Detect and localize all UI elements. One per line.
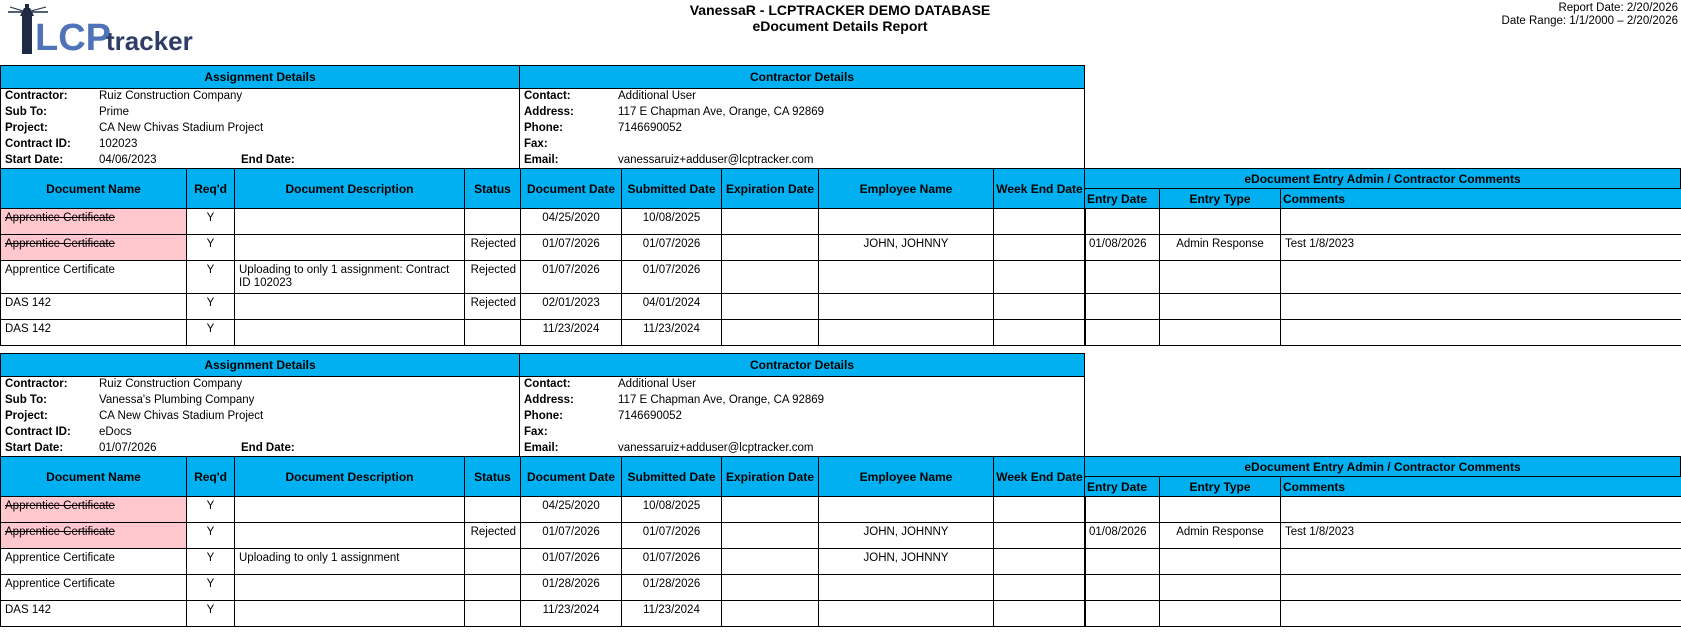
address-value: 117 E Chapman Ave, Orange, CA 92869 <box>618 394 825 406</box>
assignment-details-heading: Assignment Details <box>204 358 316 372</box>
cell-entry-type: Admin Response <box>1160 523 1281 549</box>
cell-exp <box>722 523 819 549</box>
cell-sub-date: 11/23/2024 <box>622 601 722 627</box>
phone-value: 7146690052 <box>618 410 682 422</box>
column-header: Employee Name <box>819 457 994 497</box>
column-header: Document Name <box>1 169 187 209</box>
sub-to-label: Sub To: <box>5 106 47 118</box>
cell-entry-date <box>1085 320 1160 346</box>
cell-status <box>465 601 521 627</box>
contractor-value: Ruiz Construction Company <box>99 378 243 390</box>
cell-entry-date <box>1085 294 1160 320</box>
cell-entry-type <box>1160 601 1281 627</box>
cell-doc: Apprentice Certificate <box>1 209 187 235</box>
date-range: Date Range: 1/1/2000 – 2/20/2026 <box>1501 15 1678 27</box>
cell-exp <box>722 575 819 601</box>
cell-emp: JOHN, JOHNNY <box>819 523 994 549</box>
end-date-label: End Date: <box>241 154 295 166</box>
sub-to-label: Sub To: <box>5 394 47 406</box>
comment-row <box>1085 294 1681 320</box>
cell-doc: Apprentice Certificate <box>1 575 187 601</box>
cell-doc-date: 01/07/2026 <box>521 523 622 549</box>
cell-exp <box>722 601 819 627</box>
column-header: Document Description <box>235 457 465 497</box>
cell-sub-date: 04/01/2024 <box>622 294 722 320</box>
cell-reqd: Y <box>187 523 235 549</box>
cell-sub-date: 01/07/2026 <box>622 523 722 549</box>
project-value: CA New Chivas Stadium Project <box>99 122 264 134</box>
comments-band <box>1084 456 1681 477</box>
table-row <box>1 523 1086 549</box>
cell-desc <box>235 575 465 601</box>
cell-doc-date: 11/23/2024 <box>521 320 622 346</box>
cell-entry-type: Admin Response <box>1160 235 1281 261</box>
cell-entry-date <box>1085 209 1160 235</box>
cell-week <box>994 497 1086 523</box>
cell-comment <box>1281 261 1681 294</box>
cell-entry-date <box>1085 261 1160 294</box>
comment-row <box>1085 261 1681 294</box>
column-header: Week End Date <box>994 169 1086 209</box>
column-header: Employee Name <box>819 169 994 209</box>
cell-doc: Apprentice Certificate <box>1 497 187 523</box>
cell-doc-date: 01/28/2026 <box>521 575 622 601</box>
column-header: Document Description <box>235 169 465 209</box>
cell-reqd: Y <box>187 497 235 523</box>
email-label: Email: <box>524 154 559 166</box>
start-date-label: Start Date: <box>5 442 64 454</box>
comment-row <box>1085 497 1681 523</box>
cell-week <box>994 549 1086 575</box>
cell-comment <box>1281 497 1681 523</box>
comment-column-header: Entry Type <box>1160 477 1281 497</box>
cell-week <box>994 209 1086 235</box>
cell-exp <box>722 209 819 235</box>
cell-sub-date: 01/07/2026 <box>622 549 722 575</box>
cell-entry-date <box>1085 601 1160 627</box>
cell-entry-date <box>1085 575 1160 601</box>
cell-emp <box>819 320 994 346</box>
comment-column-header: Comments <box>1281 477 1681 497</box>
cell-comment: Test 1/8/2023 <box>1281 235 1681 261</box>
cell-emp: JOHN, JOHNNY <box>819 549 994 575</box>
phone-value: 7146690052 <box>618 122 682 134</box>
contractor-value: Ruiz Construction Company <box>99 90 243 102</box>
comments-heading: eDocument Entry Admin / Contractor Comments <box>1244 459 1521 474</box>
column-header: Req'd <box>187 169 235 209</box>
cell-entry-date <box>1085 549 1160 575</box>
cell-exp <box>722 261 819 294</box>
assignment-details-band <box>0 65 520 89</box>
cell-sub-date: 01/07/2026 <box>622 235 722 261</box>
contractor-details-heading: Contractor Details <box>749 70 855 84</box>
comment-row <box>1085 320 1681 346</box>
cell-comment <box>1281 601 1681 627</box>
assignment-details-band <box>0 353 520 377</box>
cell-doc: Apprentice Certificate <box>1 549 187 575</box>
start-date-value: 01/07/2026 <box>99 442 157 454</box>
cell-desc <box>235 497 465 523</box>
comment-row <box>1085 235 1681 261</box>
cell-comment <box>1281 320 1681 346</box>
table-row <box>1 497 1086 523</box>
cell-doc: Apprentice Certificate <box>1 235 187 261</box>
column-header: Document Date <box>521 169 622 209</box>
comments-heading: eDocument Entry Admin / Contractor Comments <box>1244 171 1521 186</box>
cell-reqd: Y <box>187 261 235 294</box>
cell-doc-date: 01/07/2026 <box>521 261 622 294</box>
cell-status <box>465 320 521 346</box>
cell-emp <box>819 575 994 601</box>
cell-comment: Test 1/8/2023 <box>1281 523 1681 549</box>
table-row <box>1 601 1086 627</box>
comment-row <box>1085 575 1681 601</box>
cell-sub-date: 01/28/2026 <box>622 575 722 601</box>
cell-sub-date: 11/23/2024 <box>622 320 722 346</box>
table-row <box>1 235 1086 261</box>
cell-reqd: Y <box>187 209 235 235</box>
cell-status <box>465 497 521 523</box>
logo-tracker-text: tracker <box>106 26 193 56</box>
cell-emp <box>819 294 994 320</box>
contact-label: Contact: <box>524 90 571 102</box>
cell-exp <box>722 235 819 261</box>
cell-desc <box>235 235 465 261</box>
cell-reqd: Y <box>187 320 235 346</box>
contractor-details-heading: Contractor Details <box>749 358 855 372</box>
cell-reqd: Y <box>187 549 235 575</box>
cell-doc: DAS 142 <box>1 601 187 627</box>
cell-exp <box>722 549 819 575</box>
cell-status <box>465 549 521 575</box>
end-date-label: End Date: <box>241 442 295 454</box>
cell-week <box>994 294 1086 320</box>
address-label: Address: <box>524 106 574 118</box>
contact-value: Additional User <box>618 90 696 102</box>
comment-column-header: Entry Date <box>1085 477 1160 497</box>
cell-comment <box>1281 209 1681 235</box>
cell-exp <box>722 497 819 523</box>
phone-label: Phone: <box>524 122 563 134</box>
cell-emp <box>819 497 994 523</box>
cell-status: Rejected <box>465 523 521 549</box>
column-header: Document Date <box>521 457 622 497</box>
cell-entry-date <box>1085 497 1160 523</box>
comment-row <box>1085 523 1681 549</box>
contract-id-value: 102023 <box>99 138 138 150</box>
cell-reqd: Y <box>187 601 235 627</box>
cell-doc: DAS 142 <box>1 294 187 320</box>
cell-status <box>465 209 521 235</box>
cell-emp <box>819 601 994 627</box>
contract-id-label: Contract ID: <box>5 138 71 150</box>
start-date-value: 04/06/2023 <box>99 154 157 166</box>
cell-desc <box>235 523 465 549</box>
fax-label: Fax: <box>524 426 548 438</box>
cell-entry-type <box>1160 209 1281 235</box>
cell-desc <box>235 209 465 235</box>
cell-doc-date: 04/25/2020 <box>521 497 622 523</box>
table-row <box>1 549 1086 575</box>
cell-entry-date: 01/08/2026 <box>1085 235 1160 261</box>
cell-week <box>994 320 1086 346</box>
table-row <box>1 575 1086 601</box>
cell-entry-type <box>1160 261 1281 294</box>
table-row <box>1 294 1086 320</box>
assignment-info <box>0 88 520 169</box>
sub-to-value: Vanessa's Plumbing Company <box>99 394 255 406</box>
documents-table <box>0 456 1086 627</box>
cell-comment <box>1281 294 1681 320</box>
cell-week <box>994 575 1086 601</box>
report-heading <box>600 2 1080 34</box>
cell-entry-type <box>1160 294 1281 320</box>
cell-status <box>465 575 521 601</box>
email-label: Email: <box>524 442 559 454</box>
project-value: CA New Chivas Stadium Project <box>99 410 264 422</box>
column-header: Status <box>465 169 521 209</box>
table-row <box>1 261 1086 294</box>
comment-column-header: Comments <box>1281 189 1681 209</box>
comment-row <box>1085 549 1681 575</box>
comments-band <box>1084 168 1681 189</box>
cell-comment <box>1281 575 1681 601</box>
comment-column-header: Entry Type <box>1160 189 1281 209</box>
contractor-info <box>519 376 1085 457</box>
cell-doc-date: 01/07/2026 <box>521 235 622 261</box>
project-label: Project: <box>5 122 48 134</box>
cell-reqd: Y <box>187 575 235 601</box>
cell-sub-date: 10/08/2025 <box>622 209 722 235</box>
cell-sub-date: 10/08/2025 <box>622 497 722 523</box>
logo-lcp-text: LCP <box>35 17 111 58</box>
cell-reqd: Y <box>187 235 235 261</box>
cell-week <box>994 601 1086 627</box>
cell-week <box>994 261 1086 294</box>
comments-table <box>1084 188 1681 346</box>
cell-doc-date: 01/07/2026 <box>521 549 622 575</box>
column-header: Document Name <box>1 457 187 497</box>
cell-week <box>994 235 1086 261</box>
address-label: Address: <box>524 394 574 406</box>
phone-label: Phone: <box>524 410 563 422</box>
cell-status: Rejected <box>465 261 521 294</box>
table-row <box>1 320 1086 346</box>
cell-reqd: Y <box>187 294 235 320</box>
cell-desc: Uploading to only 1 assignment <box>235 549 465 575</box>
cell-doc-date: 11/23/2024 <box>521 601 622 627</box>
contact-label: Contact: <box>524 378 571 390</box>
contract-id-value: eDocs <box>99 426 132 438</box>
cell-week <box>994 523 1086 549</box>
cell-entry-date: 01/08/2026 <box>1085 523 1160 549</box>
contractor-details-band <box>519 353 1085 377</box>
cell-sub-date: 01/07/2026 <box>622 261 722 294</box>
cell-entry-type <box>1160 575 1281 601</box>
report-title: VanessaR - LCPTRACKER DEMO DATABASE <box>689 2 991 18</box>
cell-comment <box>1281 549 1681 575</box>
email-value[interactable]: vanessaruiz+adduser@lcptracker.com <box>618 154 814 166</box>
assignment-info <box>0 376 520 457</box>
documents-table <box>0 168 1086 346</box>
cell-desc <box>235 320 465 346</box>
report-date: Report Date: 2/20/2026 <box>1558 2 1678 14</box>
sub-to-value: Prime <box>99 106 130 118</box>
cell-entry-type <box>1160 549 1281 575</box>
comment-row <box>1085 209 1681 235</box>
contractor-label: Contractor: <box>5 90 68 102</box>
cell-doc: Apprentice Certificate <box>1 261 187 294</box>
lcptracker-logo <box>8 2 218 58</box>
cell-doc-date: 04/25/2020 <box>521 209 622 235</box>
cell-exp <box>722 294 819 320</box>
cell-doc: DAS 142 <box>1 320 187 346</box>
cell-desc: Uploading to only 1 assignment: Contract ID 102023 <box>235 261 465 294</box>
assignment-details-heading: Assignment Details <box>204 70 316 84</box>
cell-entry-type <box>1160 497 1281 523</box>
cell-doc: Apprentice Certificate <box>1 523 187 549</box>
cell-emp <box>819 209 994 235</box>
comment-column-header: Entry Date <box>1085 189 1160 209</box>
project-label: Project: <box>5 410 48 422</box>
cell-emp: JOHN, JOHNNY <box>819 235 994 261</box>
column-header: Expiration Date <box>722 169 819 209</box>
column-header: Submitted Date <box>622 169 722 209</box>
comments-table <box>1084 476 1681 627</box>
comment-row <box>1085 601 1681 627</box>
column-header: Status <box>465 457 521 497</box>
contractor-details-band <box>519 65 1085 89</box>
cell-exp <box>722 320 819 346</box>
contact-value: Additional User <box>618 378 696 390</box>
cell-desc <box>235 294 465 320</box>
column-header: Submitted Date <box>622 457 722 497</box>
report-subtitle: eDocument Details Report <box>752 18 928 34</box>
cell-status: Rejected <box>465 294 521 320</box>
cell-entry-type <box>1160 320 1281 346</box>
column-header: Week End Date <box>994 457 1086 497</box>
table-row <box>1 209 1086 235</box>
column-header: Req'd <box>187 457 235 497</box>
report-meta <box>1502 2 1678 28</box>
contractor-info <box>519 88 1085 169</box>
cell-emp <box>819 261 994 294</box>
column-header: Expiration Date <box>722 457 819 497</box>
cell-desc <box>235 601 465 627</box>
address-value: 117 E Chapman Ave, Orange, CA 92869 <box>618 106 825 118</box>
cell-doc-date: 02/01/2023 <box>521 294 622 320</box>
start-date-label: Start Date: <box>5 154 64 166</box>
email-value[interactable]: vanessaruiz+adduser@lcptracker.com <box>618 442 814 454</box>
cell-status: Rejected <box>465 235 521 261</box>
contractor-label: Contractor: <box>5 378 68 390</box>
fax-label: Fax: <box>524 138 548 150</box>
contract-id-label: Contract ID: <box>5 426 71 438</box>
